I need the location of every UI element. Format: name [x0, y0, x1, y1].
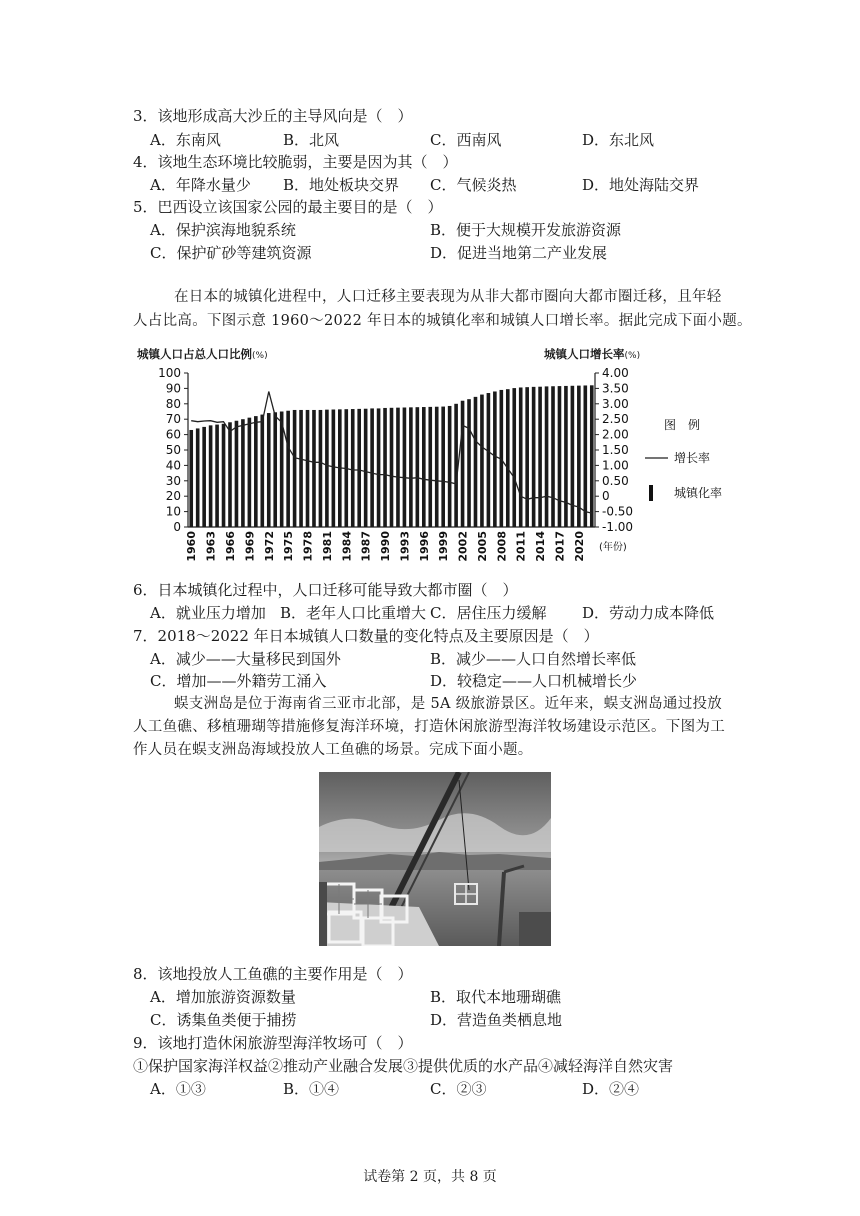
right-tick-label: 4.00	[602, 366, 629, 380]
left-tick-label: 70	[165, 412, 181, 427]
urbanization-bar	[228, 422, 232, 527]
chart-left-axis-title: 城镇人口占总人口比例(%)	[137, 347, 268, 361]
left-tick-label: 20	[165, 489, 181, 504]
question-8-stem: 8．该地投放人工鱼礁的主要作用是（ ）	[133, 965, 413, 983]
artificial-reef-photo	[319, 772, 551, 946]
question-7-stem: 7．2018～2022 年日本城镇人口数量的变化特点及主要原因是（ ）	[133, 627, 599, 645]
urbanization-bar	[267, 413, 271, 527]
urbanization-bar	[506, 389, 510, 527]
urbanization-bar	[248, 418, 252, 527]
right-tick-label: 2.50	[602, 412, 629, 427]
q5-option-c: C．保护矿砂等建筑资源	[150, 244, 312, 262]
page-footer: 试卷第 2 页，共 8 页	[363, 1169, 497, 1185]
japan-passage-line-2: 人占比高。下图示意 1960～2022 年日本的城镇化率和城镇人口增长率。据此完成下面小题。	[133, 313, 752, 329]
question-5-stem: 5．巴西设立该国家公园的最主要目的是（ ）	[133, 198, 443, 216]
wuzhizhou-passage-line-3: 作人员在蜈支洲岛海域投放人工鱼礁的场景。完成下面小题。	[133, 742, 533, 758]
japan-passage-line-1: 在日本的城镇化进程中，人口迁移主要表现为从非大都市圈向大都市圈迁移，且年轻	[174, 289, 722, 305]
urbanization-bar	[454, 404, 458, 527]
q5-option-d: D．促进当地第二产业发展	[430, 244, 608, 262]
q5-option-a: A．保护滨海地貌系统	[150, 221, 296, 239]
urbanization-bar	[532, 387, 536, 527]
x-tick-label: 2005	[475, 531, 489, 562]
q4-option-c: C．气候炎热	[430, 176, 517, 194]
urbanization-bar	[241, 419, 245, 527]
x-tick-label: 1993	[398, 531, 412, 562]
left-tick-label: 60	[165, 427, 181, 442]
urbanization-bar	[416, 407, 420, 527]
q5-option-b: B．便于大规模开发旅游资源	[430, 221, 622, 239]
x-tick-label: 1987	[359, 531, 373, 562]
q6-option-d: D．劳动力成本降低	[582, 604, 715, 622]
q6-option-b: B．老年人口比重增大	[280, 604, 427, 622]
q9-option-c: C．②③	[430, 1080, 487, 1098]
left-tick-label: 30	[165, 473, 181, 488]
left-tick-label: 50	[165, 443, 181, 457]
x-tick-label: 1966	[223, 531, 237, 562]
urbanization-bar	[209, 425, 213, 527]
question-9-stem: 9．该地打造休闲旅游型海洋牧场可（ ）	[133, 1034, 413, 1052]
right-tick-label: 3.50	[602, 381, 629, 396]
urbanization-bar	[584, 385, 588, 527]
urbanization-bar	[196, 428, 200, 527]
urbanization-bar	[351, 409, 355, 527]
left-tick-label: 100	[158, 366, 181, 380]
right-tick-label: 2.00	[602, 427, 629, 442]
right-tick-label: 3.00	[602, 396, 629, 411]
urbanization-bar	[215, 425, 219, 527]
urbanization-bar	[409, 407, 413, 527]
urbanization-bar	[480, 395, 484, 527]
q8-option-a: A．增加旅游资源数量	[150, 988, 296, 1006]
wuzhizhou-passage-line-1: 蜈支洲岛是位于海南省三亚市北部，是 5A 级旅游景区。近年来，蜈支洲岛通过投放	[174, 696, 723, 712]
x-tick-label: 1963	[204, 531, 218, 562]
urbanization-bar	[299, 410, 303, 527]
urbanization-bar	[383, 408, 387, 527]
q3-option-c: C．西南风	[430, 131, 502, 149]
right-tick-label: 0	[602, 489, 610, 504]
q4-option-a: A．年降水量少	[150, 176, 251, 194]
q8-option-b: B．取代本地珊瑚礁	[430, 988, 562, 1006]
q9-statements: ①保护国家海洋权益②推动产业融合发展③提供优质的水产品④减轻海洋自然灾害	[133, 1057, 674, 1075]
x-tick-label: 2002	[456, 531, 470, 562]
urbanization-bar	[403, 407, 407, 527]
q8-option-c: C．诱集鱼类便于捕捞	[150, 1011, 297, 1029]
legend-bar-label: 城镇化率	[674, 486, 723, 500]
question-3-stem: 3．该地形成高大沙丘的主导风向是（ ）	[133, 107, 413, 125]
urbanization-bar	[260, 415, 264, 527]
x-tick-label: 1960	[185, 531, 199, 562]
x-tick-label: 1972	[262, 531, 276, 562]
urbanization-bar	[312, 410, 316, 527]
urbanization-bar	[254, 416, 258, 527]
q4-option-d: D．地处海陆交界	[582, 176, 700, 194]
urbanization-bar	[545, 386, 549, 527]
urbanization-bar	[487, 393, 491, 527]
urbanization-bar	[422, 407, 426, 527]
q9-option-d: D．②④	[582, 1080, 640, 1098]
urbanization-bar	[273, 412, 277, 527]
urbanization-bar	[306, 410, 310, 527]
x-tick-label: 1981	[320, 531, 334, 562]
urbanization-bar	[474, 397, 478, 527]
urbanization-bar	[461, 401, 465, 527]
question-4-stem: 4．该地生态环境比较脆弱，主要是因为其（ ）	[133, 153, 458, 171]
x-tick-label: 1990	[379, 531, 393, 562]
x-tick-label: 2020	[572, 531, 586, 562]
wuzhizhou-passage-line-2: 人工鱼礁、移植珊瑚等措施修复海洋环境，打造休闲旅游型海洋牧场建设示范区。下图为工	[133, 719, 725, 735]
urbanization-bar	[493, 391, 497, 527]
urbanization-bar	[525, 387, 529, 527]
urbanization-bar	[235, 421, 239, 527]
urbanization-bar	[189, 430, 193, 527]
q7-option-b: B．减少——人口自然增长率低	[430, 650, 637, 668]
x-tick-label: 2017	[553, 531, 567, 562]
x-tick-label: 2008	[495, 531, 509, 562]
urbanization-bar	[396, 408, 400, 527]
x-tick-label: 1969	[243, 531, 257, 562]
right-tick-label: -1.00	[602, 520, 634, 534]
q7-option-d: D．较稳定——人口机械增长少	[430, 672, 638, 690]
left-tick-label: 0	[173, 520, 181, 534]
x-tick-label: 2014	[534, 531, 548, 562]
q3-option-b: B．北风	[283, 131, 340, 149]
q6-option-a: A．就业压力增加	[150, 604, 266, 622]
urbanization-bar	[319, 410, 323, 527]
urbanization-bar	[222, 424, 226, 527]
q8-option-d: D．营造鱼类栖息地	[430, 1011, 563, 1029]
chart-right-axis-title: 城镇人口增长率(%)	[544, 347, 641, 361]
urbanization-bar	[564, 386, 568, 527]
x-tick-label: 1975	[282, 531, 296, 562]
left-tick-label: 80	[165, 396, 181, 411]
q6-option-c: C．居住压力缓解	[430, 604, 547, 622]
urbanization-bar	[325, 410, 329, 527]
urbanization-bar	[332, 409, 336, 527]
urbanization-bar	[519, 387, 523, 527]
left-tick-label: 40	[165, 458, 181, 473]
x-tick-label: 1978	[301, 531, 315, 562]
urbanization-bar	[551, 386, 555, 527]
q7-option-a: A．减少——大量移民到国外	[150, 650, 341, 668]
question-6-stem: 6．日本城镇化过程中，人口迁移可能导致大都市圈（ ）	[133, 581, 518, 599]
legend-bar-swatch	[649, 485, 653, 501]
right-tick-label: -0.50	[602, 504, 634, 519]
q9-option-a: A．①③	[150, 1080, 206, 1098]
q7-option-c: C．增加——外籍劳工涌入	[150, 672, 327, 690]
q9-option-b: B．①④	[283, 1080, 340, 1098]
legend-title: 图 例	[664, 418, 701, 432]
legend-line-label: 增长率	[674, 451, 711, 465]
left-tick-label: 90	[165, 381, 181, 396]
urbanization-bar	[467, 399, 471, 527]
q3-option-a: A．东南风	[150, 131, 221, 149]
x-axis-unit: (年份)	[599, 542, 627, 553]
left-tick-label: 10	[165, 504, 181, 519]
urbanization-bar	[202, 427, 206, 527]
urbanization-bar	[377, 408, 381, 527]
urbanization-bar	[577, 386, 581, 527]
q3-option-d: D．东北风	[582, 131, 655, 149]
urbanization-bar	[448, 406, 452, 527]
right-tick-label: 1.00	[602, 458, 629, 473]
urbanization-bar	[441, 407, 445, 527]
x-tick-label: 1996	[417, 531, 431, 562]
urbanization-bar	[364, 409, 368, 527]
right-tick-label: 1.50	[602, 443, 629, 457]
urbanization-bar	[512, 388, 516, 527]
urbanization-bar	[435, 407, 439, 527]
right-tick-label: 0.50	[602, 473, 629, 488]
urbanization-bar	[390, 408, 394, 527]
urbanization-bar	[558, 386, 562, 527]
urbanization-bar	[357, 409, 361, 527]
urbanization-chart	[130, 362, 730, 572]
q4-option-b: B．地处板块交界	[283, 176, 400, 194]
urbanization-bar	[293, 410, 297, 527]
x-tick-label: 2011	[514, 531, 528, 562]
urbanization-bar	[286, 411, 290, 527]
urbanization-bar	[370, 408, 374, 527]
urbanization-bar	[428, 407, 432, 527]
x-tick-label: 1999	[437, 531, 451, 562]
x-tick-label: 1984	[340, 531, 354, 562]
urbanization-bar	[538, 387, 542, 527]
urbanization-bar	[590, 385, 594, 527]
